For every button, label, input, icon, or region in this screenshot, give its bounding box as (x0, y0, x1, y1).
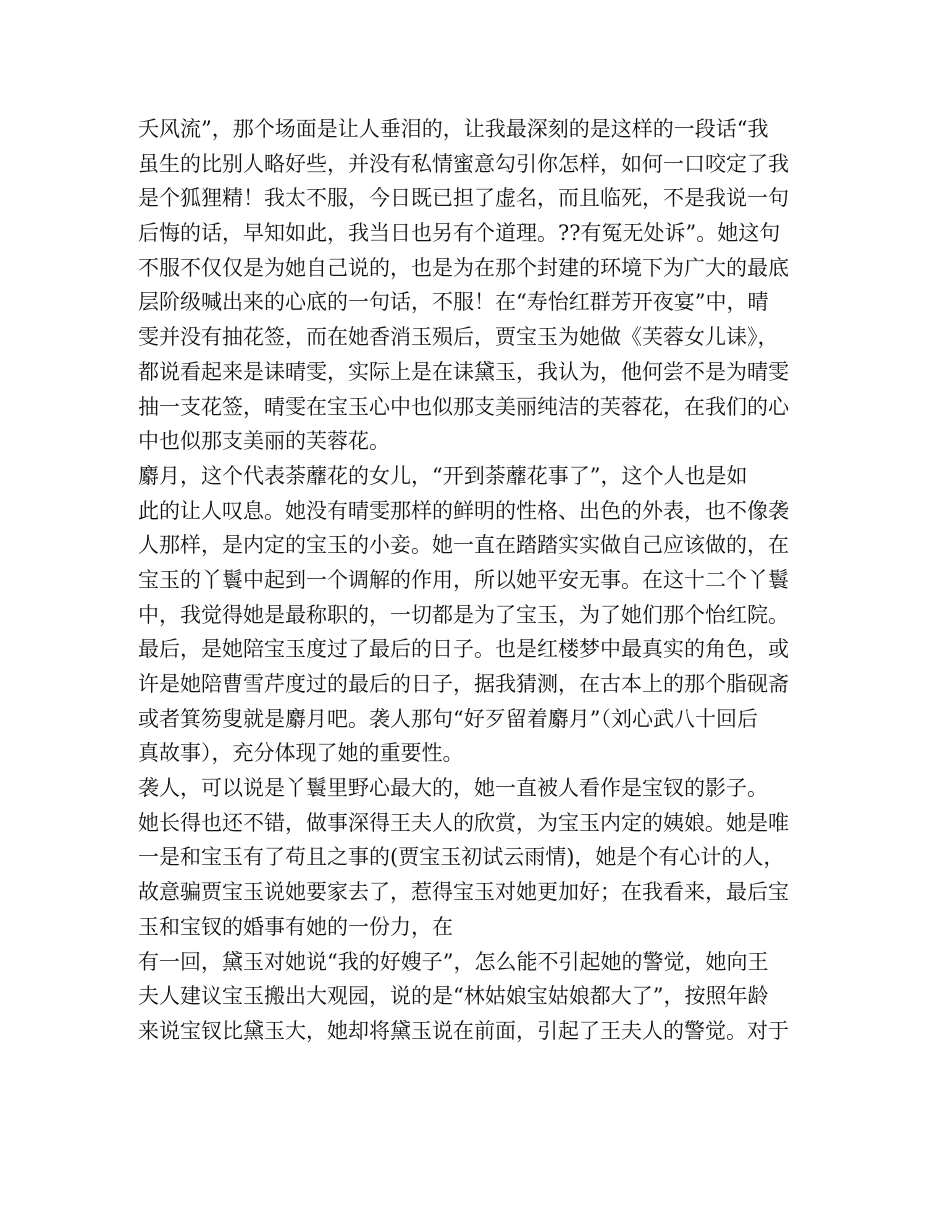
text-line: 真故事），充分体现了她的重要性。 (138, 741, 464, 766)
text-line: 袭人，可以说是丫鬟里野心最大的，她一直被人看作是宝钗的影子。 (138, 776, 768, 801)
text-line: 人那样，是内定的宝玉的小妾。她一直在踏踏实实做自己应该做的，在 (138, 533, 789, 558)
text-line: 中，我觉得她是最称职的，一切都是为了宝玉，为了她们那个怡红院。 (138, 602, 789, 627)
text-line: 层阶级喊出来的心底的一句话，不服！在“寿怡红群芳开夜宴”中，晴 (138, 290, 769, 315)
text-line: 或者箕笏叟就是麝月吧。袭人那句“好歹留着麝月”（刘心武八十回后 (138, 706, 758, 731)
text-line: 许是她陪曹雪芹度过的最后的日子，据我猜测，在古本上的那个脂砚斋 (138, 672, 789, 696)
text-line: 来说宝钗比黛玉大，她却将黛玉说在前面，引起了王夫人的警觉。对于 (138, 1018, 789, 1043)
text-line: 夭风流”，那个场面是让人垂泪的，让我最深刻的是这样的一段话“我 (138, 117, 769, 141)
text-line: 不服不仅仅是为她自己说的，也是为在那个封建的环境下为广大的最底 (138, 255, 789, 280)
text-line: 中也似那支美丽的芙蓉花。 (138, 429, 390, 454)
text-line: 此的让人叹息。她没有晴雯那样的鲜明的性格、出色的外表，也不像袭 (138, 498, 789, 523)
text-line: 最后，是她陪宝玉度过了最后的日子。也是红楼梦中最真实的角色，或 (138, 637, 789, 662)
text-line: 有一回，黛玉对她说“我的好嫂子”，怎么能不引起她的警觉，她向王 (138, 949, 769, 974)
text-line: 玉和宝钗的婚事有她的一份力，在 (138, 914, 453, 939)
text-line: 一是和宝玉有了苟且之事的(贾宝玉初试云雨情)，她是个有心计的人， (138, 845, 785, 870)
text-line: 是个狐狸精！我太不服，今日既已担了虚名，而且临死，不是我说一句 (138, 186, 789, 211)
text-line: 后悔的话，早知如此，我当日也另有个道理。??有冤无处诉”。她这句 (138, 221, 781, 246)
text-line: 抽一支花签，晴雯在宝玉心中也似那支美丽纯洁的芙蓉花，在我们的心 (138, 394, 789, 419)
document-body (138, 112, 818, 1049)
text-line: 夫人建议宝玉搬出大观园，说的是“林姑娘宝姑娘都大了”，按照年龄 (138, 984, 769, 1009)
text-line: 她长得也还不错，做事深得王夫人的欣赏，为宝玉内定的姨娘。她是唯 (138, 810, 789, 835)
text-line: 故意骗贾宝玉说她要家去了，惹得宝玉对她更加好；在我看来，最后宝 (138, 880, 789, 905)
text-line: 虽生的比别人略好些，并没有私情蜜意勾引你怎样，如何一口咬定了我 (138, 151, 789, 176)
text-line: 都说看起来是诔晴雯，实际上是在诔黛玉，我认为，他何尝不是为晴雯 (138, 359, 789, 384)
text-line: 雯并没有抽花签，而在她香消玉殒后，贾宝玉为她做《芙蓉女儿诔》， (138, 325, 779, 350)
text-line: 宝玉的丫鬟中起到一个调解的作用，所以她平安无事。在这十二个丫鬟 (138, 567, 789, 592)
text-line: 麝月，这个代表荼蘼花的女儿，“开到荼蘼花事了”，这个人也是如 (138, 463, 748, 488)
